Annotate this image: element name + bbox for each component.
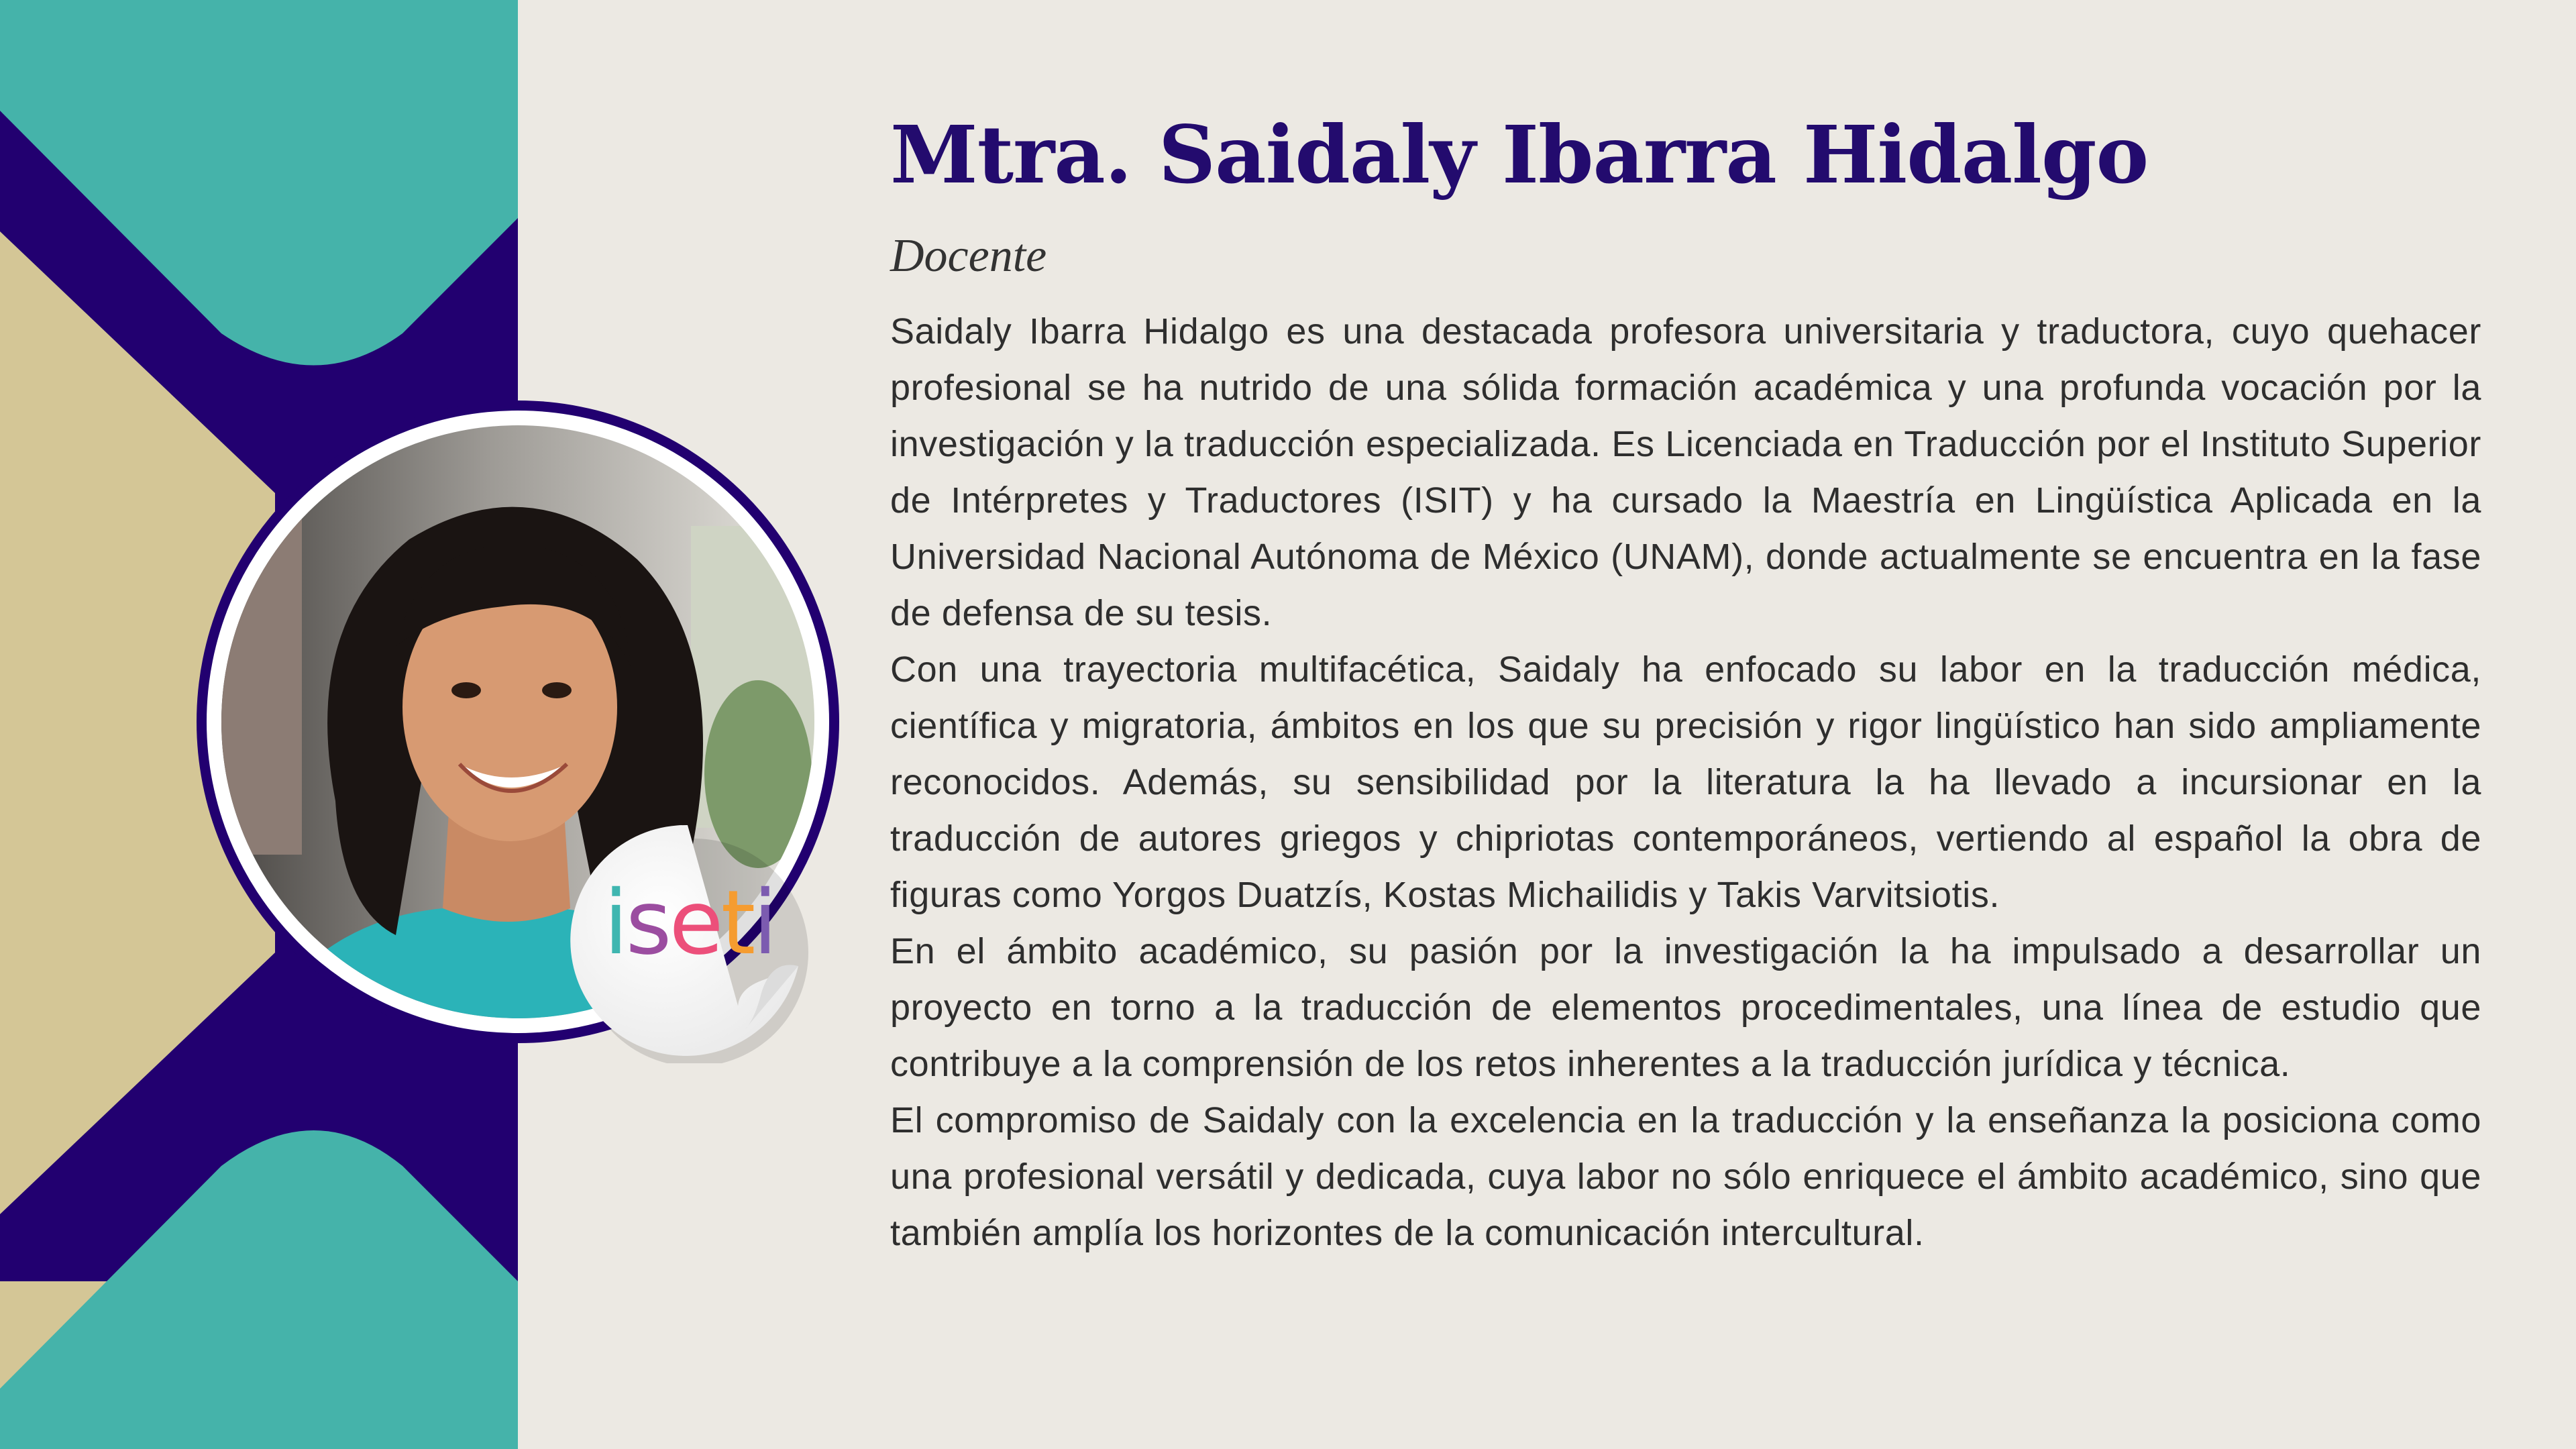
speaker-role: Docente	[890, 229, 1047, 282]
iseti-logo: iseti	[603, 871, 775, 975]
bio-paragraph: Con una trayectoria multifacética, Saidaly ha enfocado su labor en la traducción médica, científica y migratoria, ámbitos en los que su precisión y rigor lingüístico han sido ampliamente reconocidos. Además, su sensibilidad por la literatura la ha llevado a incursionar en la traducción de autores griegos y chipriotas contemporáneos, vertiendo al español la obra de figuras como Yorgos Duatzís, Kostas Michailidis y Takis Varvitsiotis.	[890, 649, 2481, 915]
speaker-name: Mtra. Saidaly Ibarra Hidalgo	[890, 108, 2149, 201]
speaker-biography	[890, 303, 2481, 1261]
bio-paragraph: El compromiso de Saidaly con la excelencia en la traducción y la enseñanza la posiciona como una profesional versátil y dedicada, cuya labor no sólo enriquece el ámbito académico, sino que también amplía los horizontes de la comunicación intercultural.	[890, 1099, 2481, 1253]
iseti-logo-sticker	[570, 822, 812, 1063]
bio-paragraph: En el ámbito académico, su pasión por la investigación la ha impulsado a desarrollar un proyecto en torno a la traducción de elementos procedimentales, una línea de estudio que contribuye a la comprensión de los retos inherentes a la traducción jurídica y técnica.	[890, 930, 2481, 1084]
bio-paragraph: Saidaly Ibarra Hidalgo es una destacada profesora universitaria y traductora, cuyo quehacer profesional se ha nutrido de una sólida formación académica y una profunda vocación por la investigación y la traducción especializada. Es Licenciada en Traducción por el Instituto Superior de Intérpretes y Traductores (ISIT) y ha cursado la Maestría en Lingüística Aplicada en la Universidad Nacional Autónoma de México (UNAM), donde actualmente se encuentra en la fase de defensa de su tesis.	[890, 311, 2481, 633]
profile-content	[890, 107, 2481, 1261]
